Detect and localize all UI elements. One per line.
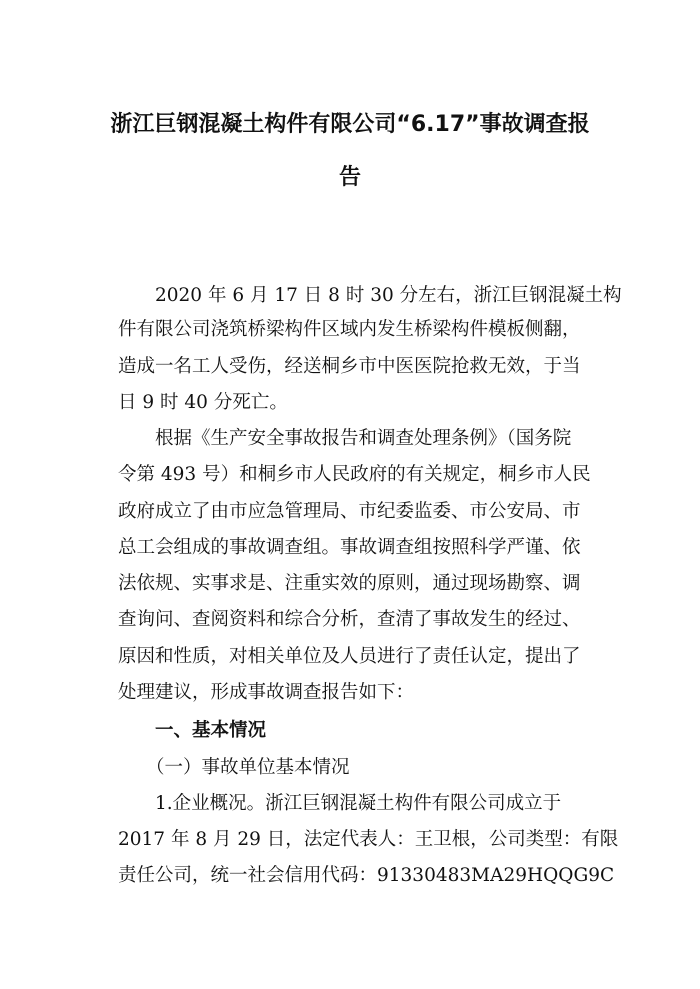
paragraph-1-line-3: 造成一名工人受伤，经送桐乡市中医医院抢救无效，于当 — [118, 356, 581, 377]
document-title-line-1: 浙江巨钢混凝土构件有限公司“6.17”事故调查报 — [110, 112, 590, 137]
paragraph-2-line-5: 法依规、实事求是、注重实效的原则，通过现场勘察、调 — [118, 573, 581, 594]
paragraph-2-line-2: 令第 493 号）和桐乡市人民政府的有关规定，桐乡市人民 — [118, 464, 591, 485]
paragraph-3-line-2: 2017 年 8 月 29 日，法定代表人：王卫根，公司类型：有限 — [118, 829, 619, 850]
paragraph-2-line-7: 原因和性质，对相关单位及人员进行了责任认定，提出了 — [118, 646, 581, 667]
paragraph-1-line-4: 日 9 时 40 分死亡。 — [118, 392, 288, 413]
paragraph-2-line-6: 查询问、查阅资料和综合分析，查清了事故发生的经过、 — [118, 609, 581, 630]
paragraph-2-line-1: 根据《生产安全事故报告和调查处理条例》（国务院 — [155, 428, 572, 449]
paragraph-3-line-1: 1.企业概况。浙江巨钢混凝土构件有限公司成立于 — [155, 793, 562, 814]
paragraph-2-line-8: 处理建议，形成事故调查报告如下： — [118, 682, 415, 703]
document-title-line-2: 告 — [338, 165, 361, 190]
paragraph-2-line-3: 政府成立了由市应急管理局、市纪委监委、市公安局、市 — [118, 501, 581, 522]
paragraph-2-line-4: 总工会组成的事故调查组。事故调查组按照科学严谨、依 — [118, 537, 581, 558]
paragraph-3-line-3: 责任公司，统一社会信用代码：91330483MA29HQQG9C — [118, 865, 615, 886]
paragraph-1-line-2: 件有限公司浇筑桥梁构件区域内发生桥梁构件模板侧翻， — [118, 319, 581, 340]
subsection-heading-unit-info: （一）事故单位基本情况 — [146, 757, 350, 778]
section-heading-basic-info: 一、基本情况 — [155, 720, 267, 741]
paragraph-1-line-1: 2020 年 6 月 17 日 8 时 30 分左右，浙江巨钢混凝土构 — [155, 285, 622, 306]
